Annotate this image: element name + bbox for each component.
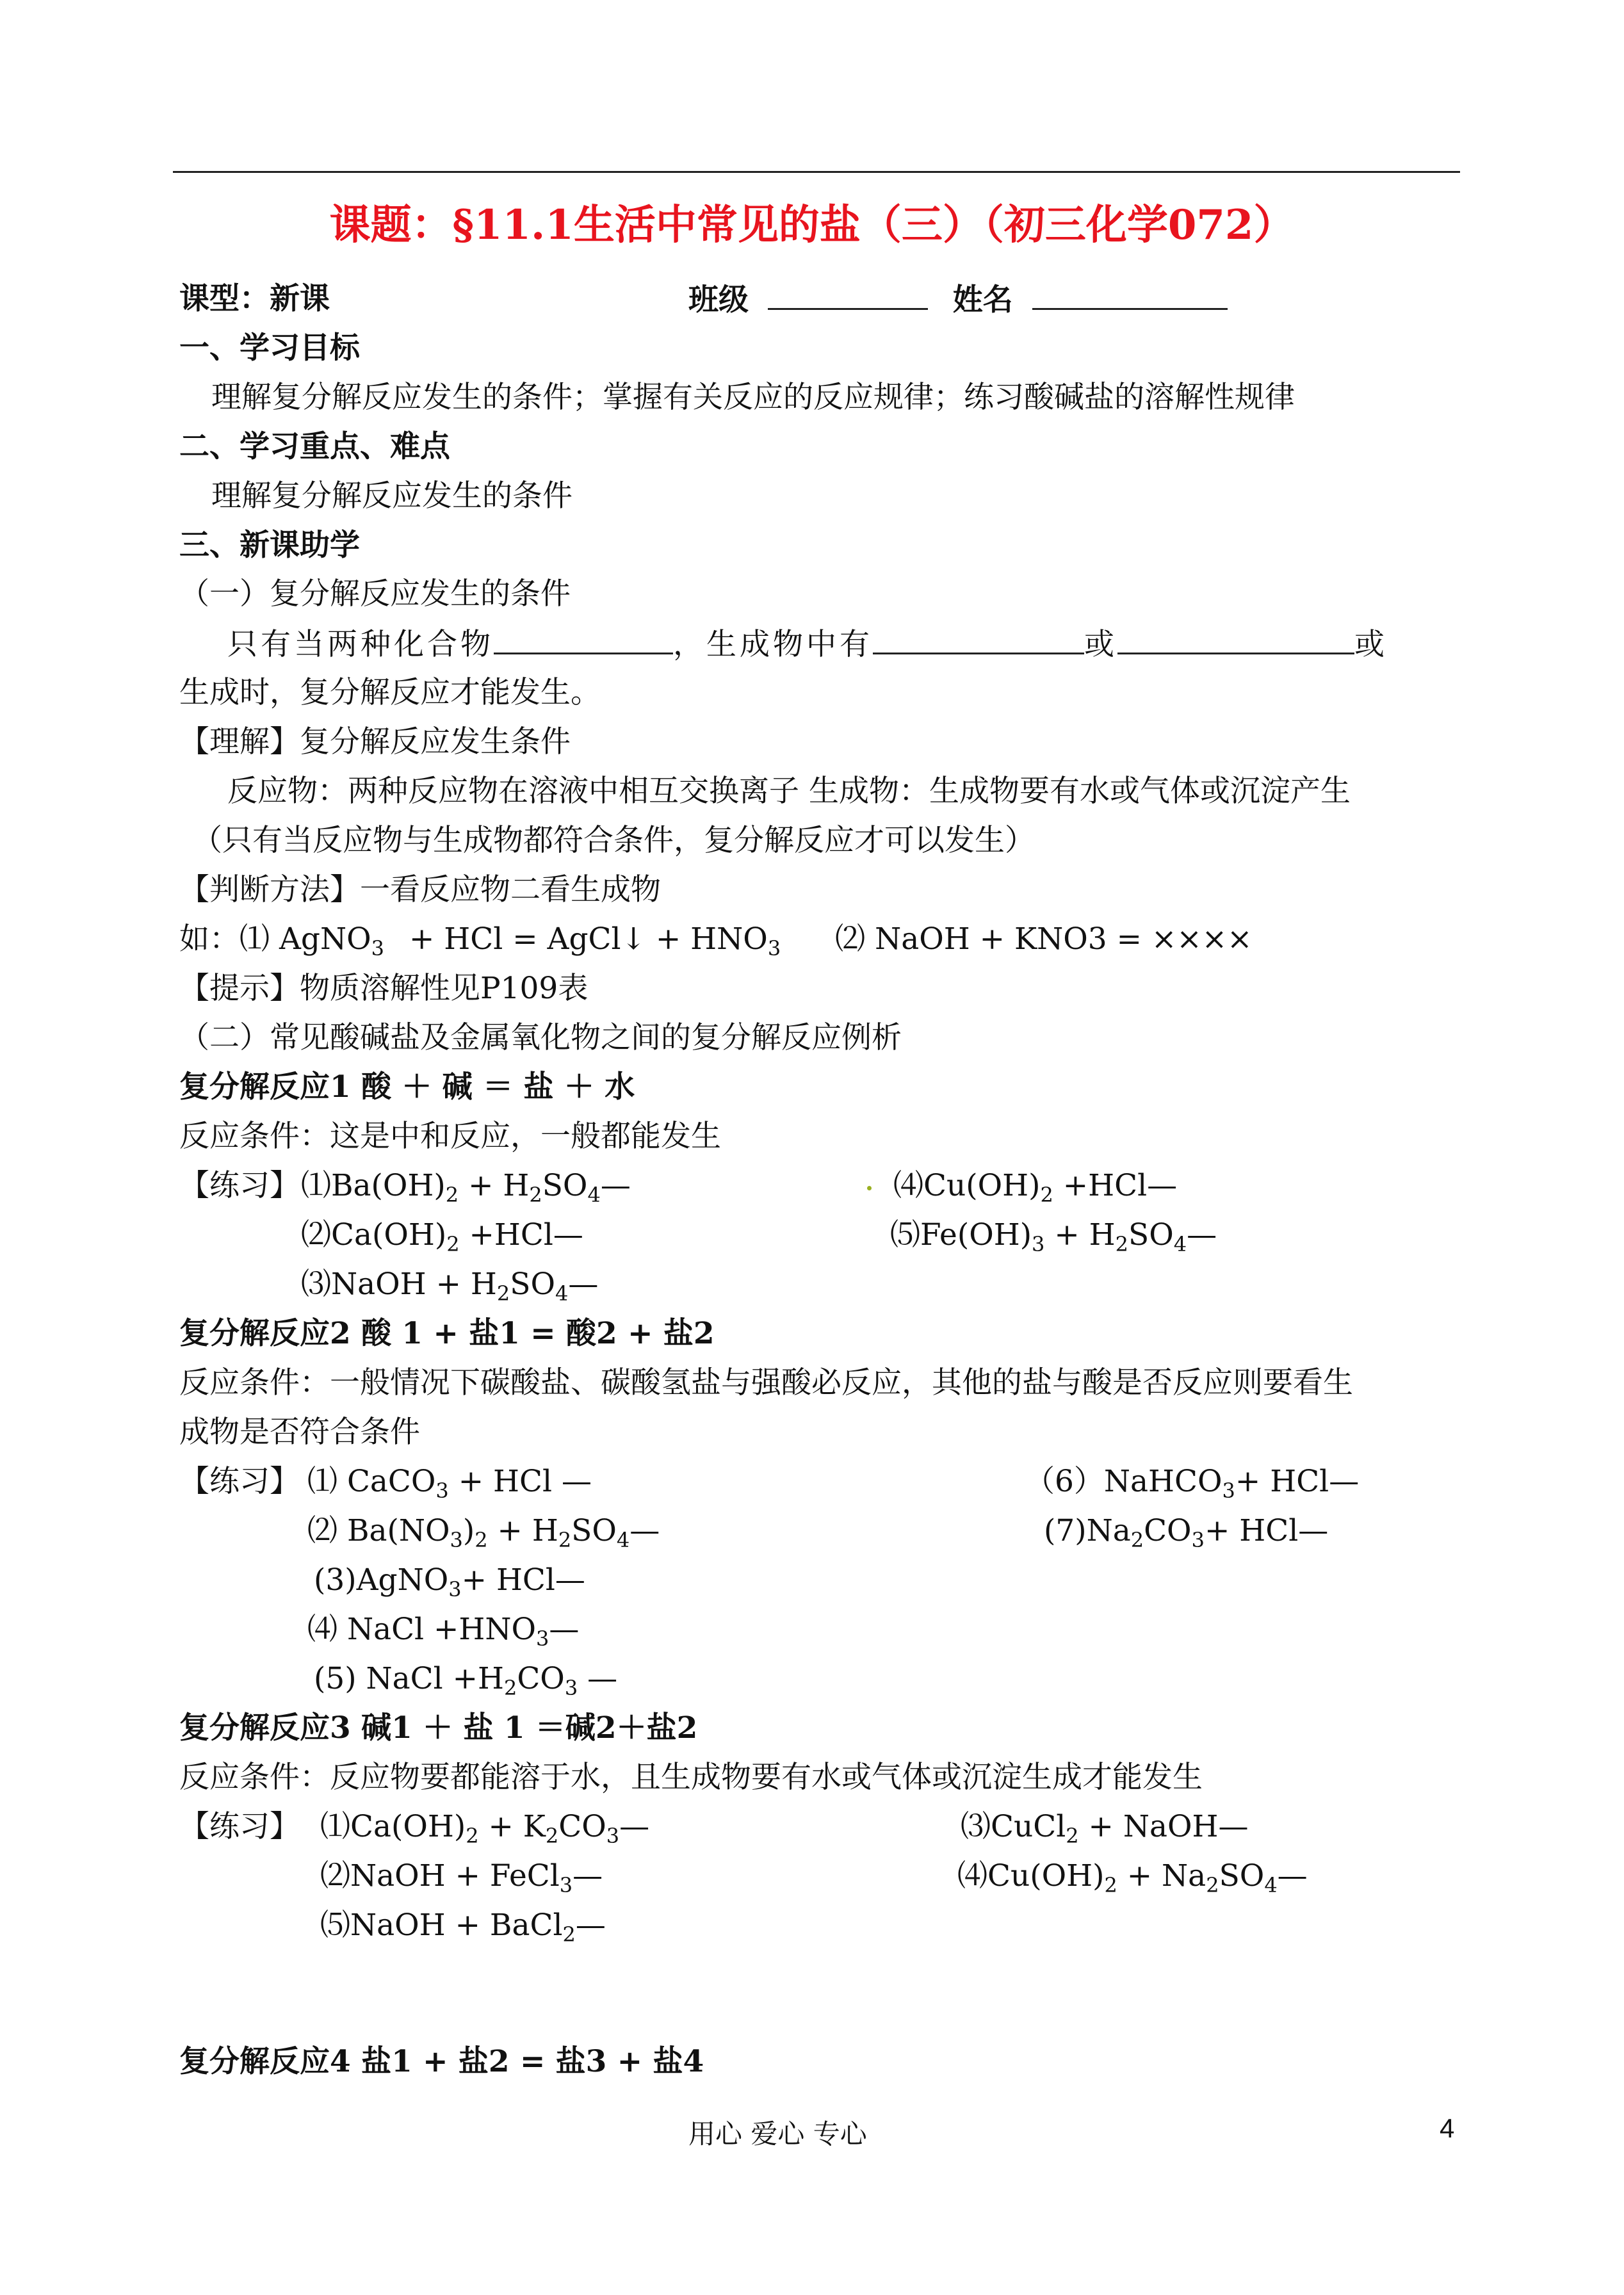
r1-e5e-text: 4 bbox=[1173, 1232, 1187, 1256]
r2-e3-text: (3)AgNO bbox=[314, 1562, 449, 1598]
r3-ex3 bbox=[961, 1808, 1249, 1846]
r1-ex2 bbox=[301, 1216, 583, 1254]
r1-ex5 bbox=[890, 1216, 1217, 1254]
r1-e3-text: ⑶NaOH + H bbox=[301, 1267, 497, 1302]
r3-e1s-text: 2 bbox=[466, 1824, 479, 1848]
r1-e1s-text: 2 bbox=[445, 1183, 459, 1207]
judge-line bbox=[179, 871, 661, 909]
reaction-1-heading: 复分解反应1 酸 ＋ 碱 ＝ 盐 ＋ 水 bbox=[179, 1069, 635, 1105]
r1-e4-text: ⑷Cu(OH) bbox=[893, 1168, 1041, 1203]
hint-text: 物质溶解性见P109表 bbox=[300, 971, 589, 1006]
r1-e1-text: ⑴Ba(OH) bbox=[301, 1168, 446, 1203]
r2-e7d-text: + HCl— bbox=[1204, 1513, 1329, 1548]
r1-e4b-text: +HCl— bbox=[1053, 1168, 1178, 1203]
r2-e1s-text: 3 bbox=[435, 1479, 449, 1503]
r3-e1c-text: 2 bbox=[545, 1824, 559, 1848]
r3-e1d-text: CO bbox=[558, 1809, 606, 1844]
r1-e3s-text: 2 bbox=[496, 1281, 510, 1306]
ex-prefix: 如：⑴ bbox=[179, 921, 270, 957]
r3-e3-text: ⑶CuCl bbox=[961, 1809, 1066, 1844]
r1-e5d-text: SO bbox=[1128, 1217, 1174, 1253]
r2-ex3 bbox=[314, 1561, 585, 1600]
r2-e2c-text: 2 bbox=[475, 1528, 488, 1552]
r3-e2-text: ⑵NaOH + FeCl bbox=[320, 1858, 560, 1894]
reaction-2-condition-2: 成物是否符合条件 bbox=[179, 1415, 420, 1450]
hint-label: 【提示】 bbox=[179, 971, 300, 1006]
r3-e4s-text: 2 bbox=[1104, 1873, 1117, 1897]
r2-practice-label: 【练习】 bbox=[179, 1464, 300, 1499]
judge-text: 一看反应物二看生成物 bbox=[360, 872, 661, 907]
ex2: ⑵ NaOH + KNO3 = ×××× bbox=[835, 921, 1253, 957]
name-label: 姓名 bbox=[952, 282, 1013, 318]
r2-ex5 bbox=[314, 1660, 617, 1698]
r1-practice-label: 【练习】 bbox=[179, 1168, 300, 1203]
r1-e3d-text: — bbox=[568, 1267, 599, 1302]
r2-e2h-text: — bbox=[629, 1513, 660, 1548]
name-blank bbox=[1032, 280, 1228, 310]
r2-e5s-text: 2 bbox=[503, 1676, 517, 1700]
r3-e1f-text: — bbox=[619, 1809, 650, 1844]
note-line: （只有当反应物与生成物都符合条件，复分解反应才可以发生） bbox=[192, 823, 1035, 858]
fill-in-line-2: 生成时，复分解反应才能发生。 bbox=[179, 675, 601, 710]
reaction-2-heading: 复分解反应2 酸 1 + 盐1 = 酸2 + 盐2 bbox=[179, 1316, 715, 1351]
r1-e5s-text: 3 bbox=[1032, 1232, 1045, 1256]
r1-e2s-text: 2 bbox=[446, 1232, 460, 1256]
r1-ex1 bbox=[301, 1167, 631, 1205]
fill-text-b: ，生成物中有 bbox=[673, 627, 873, 662]
subsection-2: （二）常见酸碱盐及金属氧化物之间的复分解反应例析 bbox=[179, 1020, 902, 1055]
r1-e1c-text: 2 bbox=[529, 1183, 542, 1207]
ex1-b-sub: 3 bbox=[767, 936, 781, 961]
reaction-1-condition: 反应条件：这是中和反应，一般都能发生 bbox=[179, 1119, 721, 1154]
r3-ex2 bbox=[320, 1857, 603, 1895]
r3-e2s-text: 3 bbox=[559, 1873, 573, 1897]
blank-1 bbox=[494, 624, 673, 654]
ex1-b: + HCl = AgCl↓ + HNO bbox=[409, 921, 768, 957]
r2-e2-text: ⑵ Ba(NO bbox=[307, 1513, 450, 1548]
reaction-4-heading: 复分解反应4 盐1 + 盐2 = 盐3 + 盐4 bbox=[179, 2044, 704, 2079]
r1-ex3 bbox=[301, 1265, 598, 1304]
r3-ex5 bbox=[320, 1906, 606, 1945]
r3-ex4 bbox=[957, 1857, 1308, 1895]
section-2-heading: 二、学习重点、难点 bbox=[179, 429, 450, 464]
stray-dot bbox=[867, 1186, 872, 1190]
section-2-text: 理解复分解反应发生的条件 bbox=[211, 478, 572, 514]
class-field bbox=[688, 280, 1228, 320]
example-line bbox=[179, 920, 1252, 959]
lesson-type: 课型：新课 bbox=[179, 281, 330, 316]
ex1-a: AgNO bbox=[279, 921, 371, 957]
r2-e3b-text: + HCl— bbox=[461, 1562, 585, 1598]
r1-e1b-text: + H bbox=[459, 1168, 530, 1203]
r1-e5-text: ⑸Fe(OH) bbox=[890, 1217, 1032, 1253]
r2-e5c-text: 3 bbox=[564, 1676, 578, 1700]
fill-text-a: 只有当两种化合物 bbox=[227, 627, 494, 662]
r2-e5d-text: — bbox=[578, 1661, 618, 1696]
r2-e7s-text: 2 bbox=[1130, 1528, 1144, 1552]
r2-ex7 bbox=[1044, 1512, 1328, 1550]
r1-e2-text: ⑵Ca(OH) bbox=[301, 1217, 447, 1253]
subsection-1: （一）复分解反应发生的条件 bbox=[179, 576, 571, 612]
r1-e5f-text: — bbox=[1187, 1217, 1217, 1253]
understand-label: 【理解】 bbox=[179, 724, 300, 759]
r3-e1-text: ⑴Ca(OH) bbox=[320, 1809, 466, 1844]
r2-e4s-text: 3 bbox=[536, 1626, 549, 1651]
ex1-a-sub: 3 bbox=[371, 936, 384, 961]
class-blank bbox=[768, 280, 928, 310]
r2-e6s-text: 3 bbox=[1222, 1479, 1235, 1503]
page-number: 4 bbox=[1440, 2113, 1455, 2143]
r1-e5b-text: + H bbox=[1044, 1217, 1116, 1253]
reaction-3-heading: 复分解反应3 碱1 ＋ 盐 1 ＝碱2＋盐2 bbox=[179, 1710, 698, 1746]
blank-3 bbox=[1117, 624, 1354, 654]
section-3-heading: 三、新课助学 bbox=[179, 528, 360, 563]
r1-ex4 bbox=[893, 1167, 1177, 1205]
r2-e2e-text: 2 bbox=[558, 1528, 572, 1552]
r3-e5-text: ⑸NaOH + BaCl bbox=[320, 1908, 563, 1943]
r3-e2b-text: — bbox=[572, 1858, 603, 1894]
r3-e4d-text: SO bbox=[1219, 1858, 1265, 1894]
r2-e5-text: (5) NaCl +H bbox=[314, 1661, 504, 1696]
reactant-line: 反应物：两种反应物在溶液中相互交换离子 生成物：生成物要有水或气体或沉淀产生 bbox=[227, 774, 1351, 809]
r2-e4-text: ⑷ NaCl +HNO bbox=[307, 1612, 537, 1647]
r3-e4b-text: + Na bbox=[1117, 1858, 1206, 1894]
r2-e2b-text: ) bbox=[462, 1513, 475, 1548]
r1-e1e-text: 4 bbox=[587, 1183, 601, 1207]
r2-e7c-text: 3 bbox=[1191, 1528, 1205, 1552]
r2-ex6 bbox=[1025, 1463, 1359, 1501]
r2-e5b-text: CO bbox=[517, 1661, 565, 1696]
r2-e4b-text: — bbox=[549, 1612, 580, 1647]
r2-e2g-text: 4 bbox=[616, 1528, 630, 1552]
r3-e4f-text: — bbox=[1277, 1858, 1308, 1894]
hint-line bbox=[179, 969, 588, 1008]
r1-e1f-text: — bbox=[600, 1168, 631, 1203]
r1-e4s-text: 2 bbox=[1040, 1183, 1053, 1207]
r3-e3s-text: 2 bbox=[1066, 1824, 1079, 1848]
fill-text-d: 或 bbox=[1354, 627, 1388, 662]
r1-e3b-text: SO bbox=[510, 1267, 556, 1302]
r2-e6b-text: + HCl— bbox=[1235, 1464, 1360, 1499]
r2-e7-text: (7)Na bbox=[1044, 1513, 1131, 1548]
r2-e7b-text: CO bbox=[1144, 1513, 1192, 1548]
r2-e2s-text: 3 bbox=[450, 1528, 463, 1552]
r3-e4-text: ⑷Cu(OH) bbox=[957, 1858, 1105, 1894]
r3-e4e-text: 4 bbox=[1264, 1873, 1278, 1897]
r2-ex1 bbox=[307, 1463, 592, 1501]
fill-text-c: 或 bbox=[1084, 627, 1117, 662]
r3-ex1 bbox=[320, 1808, 649, 1846]
r2-ex4 bbox=[307, 1610, 579, 1649]
r3-practice-label: 【练习】 bbox=[179, 1809, 300, 1844]
r2-e1b-text: + HCl — bbox=[448, 1464, 592, 1499]
r1-e3c-text: 4 bbox=[555, 1281, 569, 1306]
r3-e1b-text: + K bbox=[478, 1809, 546, 1844]
r3-e4c-text: 2 bbox=[1206, 1873, 1219, 1897]
r3-e5b-text: — bbox=[575, 1908, 606, 1943]
r2-e2d-text: + H bbox=[487, 1513, 558, 1548]
reaction-3-condition: 反应条件：反应物要都能溶于水，且生成物要有水或气体或沉淀生成才能发生 bbox=[179, 1760, 1203, 1795]
understand-line bbox=[179, 723, 571, 761]
header-rule bbox=[173, 171, 1460, 173]
r1-e1d-text: SO bbox=[542, 1168, 588, 1203]
r1-e5c-text: 2 bbox=[1115, 1232, 1129, 1256]
r3-e3b-text: + NaOH— bbox=[1078, 1809, 1249, 1844]
class-label: 班级 bbox=[688, 282, 749, 318]
r2-e6-text: （6）NaHCO bbox=[1025, 1464, 1222, 1499]
r2-ex2 bbox=[307, 1512, 660, 1550]
blank-2 bbox=[873, 624, 1084, 654]
r2-e1-text: ⑴ CaCO bbox=[307, 1464, 436, 1499]
reaction-2-condition-1: 反应条件：一般情况下碳酸盐、碳酸氢盐与强酸必反应，其他的盐与酸是否反应则要看生 bbox=[179, 1365, 1353, 1400]
r1-e2b-text: +HCl— bbox=[459, 1217, 583, 1253]
page-title: 课题：§11.1生活中常见的盐（三）（初三化学072） bbox=[329, 201, 1295, 249]
fill-in-line bbox=[227, 624, 1388, 664]
r3-e5s-text: 2 bbox=[562, 1922, 576, 1947]
r3-e1e-text: 3 bbox=[606, 1824, 620, 1848]
r2-e3s-text: 3 bbox=[448, 1577, 462, 1602]
section-1-text: 理解复分解反应发生的条件；掌握有关反应的反应规律；练习酸碱盐的溶解性规律 bbox=[211, 380, 1295, 415]
understand-text: 复分解反应发生条件 bbox=[300, 724, 571, 759]
section-1-heading: 一、学习目标 bbox=[179, 330, 360, 366]
footer-motto: 用心 爱心 专心 bbox=[688, 2118, 867, 2150]
judge-label: 【判断方法】 bbox=[179, 872, 360, 907]
r2-e2f-text: SO bbox=[571, 1513, 617, 1548]
